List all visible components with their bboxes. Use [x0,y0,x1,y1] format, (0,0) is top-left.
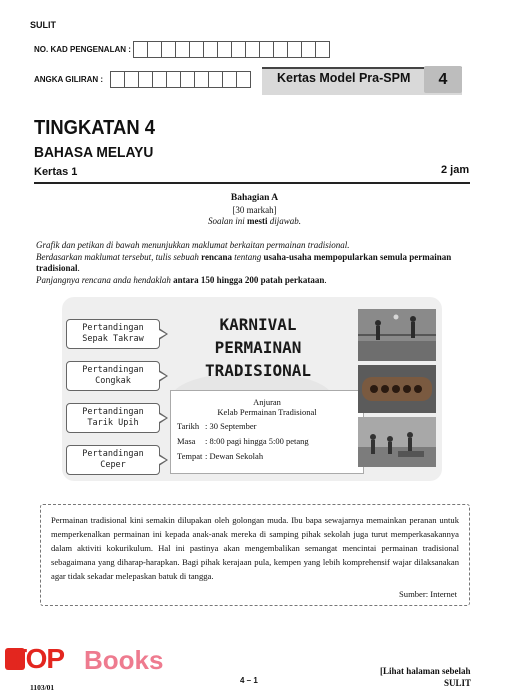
organizer-label: Anjuran [253,397,281,407]
footer-sulit: SULIT [444,678,472,688]
organizer-name: Kelab Permainan Tradisional [217,407,317,417]
congkak-photo [358,365,436,413]
candidate-number-label: ANGKA GILIRAN : [34,75,104,84]
event-venue: Tempat : Dewan Sekolah [177,451,264,461]
subject-title: BAHASA MELAYU [34,144,154,161]
event-time: Masa : 8:00 pagi hingga 5:00 petang [177,436,309,446]
poster-info-card [170,390,364,474]
passage-text: Permainan tradisional kini semakin dilupakan oleh golongan muda. Ibu bapa sewajarnya memainkan peranan untuk memperkenalkan permainan ini kepada anak-anak mereka di samping pihak sekolah juga turut memperkasakannya dalam aktiviti kokurikulum. Hal ini pastinya akan mengembalikan semangat mencintai permainan tradisional sebagaimana yang diharap-harapkan. Bagi pihak kerajaan pula, kempen yang lebih komprehensif wajar dilaksanakan agar tidak sekadar melepaskan batuk di tangga. [51,515,459,581]
question-text: Grafik dan petikan di bawah menunjukkan maklumat berkaitan permainan tradisional. Berdasarkan maklumat tersebut, tulis sebuah rencana tentang usaha-usaha mempopularkan semula permainan tradisional. Panjangnya rencana anda hendaklah antara 150 hingga 200 patah perkataan. [36,240,452,285]
page-number: 4 – 1 [240,676,258,685]
sulit-label: SULIT [30,20,56,30]
tarik-upih-photo [358,417,436,467]
section-marks: [30 markah] [232,205,277,215]
poster-item-sepak-takraw: Pertandingan Sepak Takraw [66,319,160,349]
next-page-note: [Lihat halaman sebelah [380,666,471,676]
paper-code: 1103/01 [30,683,55,692]
poster-item-congkak: Pertandingan Congkak [66,361,160,391]
ic-number-label: NO. KAD PENGENALAN : [34,45,131,54]
candidate-number-boxes[interactable] [110,71,250,88]
event-poster [62,297,442,481]
poster-item-tarik-upih: Pertandingan Tarik Upih [66,403,160,433]
title-rule [34,182,470,184]
section-name: Bahagian A [230,193,279,203]
paper-number: 4 [424,66,462,93]
paper-title: Kertas Model Pra-SPM [277,71,411,85]
poster-item-ceper: Pertandingan Ceper [66,445,160,475]
passage-source: Sumber: Internet [399,589,457,599]
sepak-takraw-photo [358,309,436,361]
poster-headline: KARNIVAL PERMAINAN TRADISIONAL [205,315,311,380]
paper-label: Kertas 1 [34,166,78,178]
logo-top: TOP [10,643,65,674]
form-title: TINGKATAN 4 [34,117,155,139]
ic-number-boxes[interactable] [133,41,329,58]
duration: 2 jam [441,164,470,176]
logo-books: Books [84,645,164,675]
event-date: Tarikh : 30 September [177,421,257,431]
passage-box [40,504,470,606]
section-instruction: Soalan ini mesti dijawab. [207,216,302,226]
